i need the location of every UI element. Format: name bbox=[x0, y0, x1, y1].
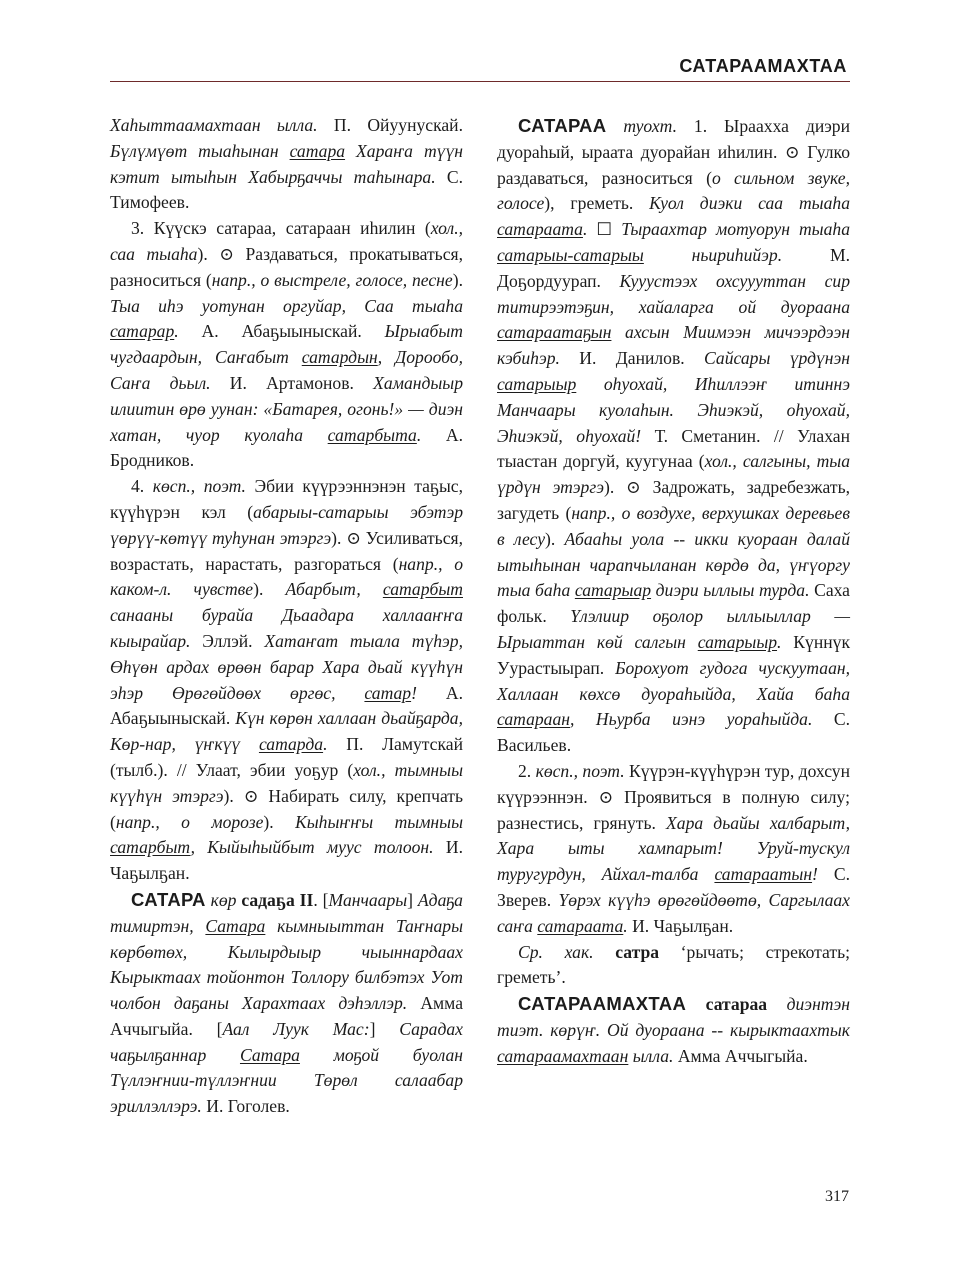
text-run: 4. bbox=[131, 476, 153, 497]
italic-run: Үлэлиир оҕолор ыллыыллар — Ырыаттан көй салгын bbox=[497, 606, 850, 652]
text-run: ). bbox=[545, 528, 565, 549]
italic-run: Абааһы уола -- икки куораан далай ытыһынан чарапчыланан көрдө да, үҥүоргу тыа баһа bbox=[497, 528, 850, 601]
italic-run: көсп., поэт. bbox=[535, 760, 625, 781]
text-run: И. Чаҕылҕан. bbox=[627, 915, 734, 936]
italic-run: . bbox=[174, 321, 179, 342]
text-run: А. Бродников. bbox=[110, 424, 463, 471]
bold-run: сатра bbox=[615, 941, 660, 962]
section-symbol: ⊙ bbox=[626, 477, 641, 498]
text-run: П. Ойуунускай. bbox=[317, 115, 463, 135]
text-run: Амма Аччыгыйа. bbox=[673, 1045, 808, 1066]
italic-run: Сайсары үрдүнэн bbox=[704, 348, 850, 369]
underlined-example: сатарбыт bbox=[110, 837, 191, 858]
text-run: ), греметь. bbox=[544, 193, 650, 214]
text-run bbox=[594, 942, 616, 962]
right-column bbox=[497, 113, 850, 1069]
bold-run: садаҕа II bbox=[241, 889, 314, 910]
italic-run: моҕой буолан Түллэҥнии-түллэҥнии Төрөл салаабар эриллэллэрэ. bbox=[110, 1044, 463, 1117]
italic-run: Манчаары bbox=[328, 889, 408, 910]
headword: САТАРАА bbox=[518, 115, 607, 136]
text-run: Саха фольк. bbox=[497, 580, 850, 627]
italic-run: кымныыттан Таҥнары көрбөтөх, Кылырдыыр чыыннардаах Кырыктаах тойонтон Толлору билбэтэх Уот чолбон даҕаны Харахтаах дэһэллэр. bbox=[110, 915, 463, 1014]
underlined-example: сатараатын bbox=[714, 864, 813, 885]
section-symbol: ⊙ bbox=[784, 141, 800, 162]
headword: САТАРААМАХТАА bbox=[518, 993, 687, 1015]
italic-run: , Кыйыһыйбыт муус толоон. bbox=[190, 837, 434, 858]
italic-run: көсп., поэт. bbox=[152, 476, 246, 497]
italic-run: Хараҥа түүн кэтит ытыһын Хабырҕаччы таһынара. bbox=[110, 140, 463, 187]
dictionary-paragraph bbox=[497, 940, 850, 992]
underlined-example: сатараамахтаан bbox=[497, 1045, 629, 1066]
text-run: Күүрэн-күүһүрэн тур, дохсун күүрээннэн. bbox=[497, 760, 851, 807]
italic-run: Аал Луук Мас: bbox=[222, 1018, 370, 1039]
italic-run: Борохуот гудога чускуутаан, Халлаан көхсө дуораһыйда, Хайа баһа bbox=[497, 657, 850, 704]
text-run: 1. Ыраахха диэри дуораһый, ыраата дуорайан иһилин. bbox=[497, 116, 851, 162]
text-run: 2. bbox=[518, 760, 536, 781]
headword: САТАРА bbox=[131, 888, 206, 910]
italic-run: хак. bbox=[564, 941, 594, 962]
text-run: С. Васильев. bbox=[497, 709, 850, 756]
italic-run: напр., о каком-л. чувстве bbox=[110, 553, 463, 600]
underlined-example: сатарбыт bbox=[382, 579, 463, 600]
page-number: 317 bbox=[825, 1188, 849, 1205]
text-run: ). bbox=[263, 811, 296, 832]
italic-run: ньириһийэр. bbox=[643, 244, 783, 265]
header-rule bbox=[110, 81, 850, 82]
italic-run: , Дорообо, Саҥа дьыл. bbox=[110, 347, 463, 393]
italic-run: Абарбыт, bbox=[285, 579, 383, 600]
underlined-example: сатарыыр bbox=[497, 373, 577, 394]
italic-run: диэнтэн тиэт. көрүҥ. Ой дуораана -- кырыктаахтык bbox=[497, 994, 850, 1040]
text-run: ] bbox=[407, 889, 418, 910]
italic-run: диэри ыллыы турда. bbox=[651, 580, 810, 601]
italic-run: Үөрэх күүһэ өрөгөйдөөтө, Саргылаах саҥа bbox=[497, 889, 850, 936]
text-run: И. Чаҕылҕан. bbox=[110, 837, 463, 884]
italic-run: абарыы-сатарыы эбэтэр үөрүү-көтүү туһунан этэргэ bbox=[110, 501, 463, 548]
italic-run: Ср. bbox=[518, 941, 543, 962]
text-run: ). bbox=[223, 785, 244, 806]
italic-run: ! bbox=[411, 682, 417, 703]
section-symbol: ☐ bbox=[596, 219, 613, 240]
italic-run: санааны бурайа Дьаадара халлааҥҥа кыырайар. bbox=[110, 605, 463, 651]
section-symbol: ⊙ bbox=[598, 786, 614, 807]
underlined-example: Сатара bbox=[205, 915, 266, 936]
dictionary-paragraph bbox=[497, 991, 850, 1069]
text-run: И. Данилов. bbox=[559, 348, 705, 369]
italic-run: Ырыабыт чугдаардын, Саҥабыт bbox=[110, 321, 463, 368]
dictionary-paragraph bbox=[110, 887, 463, 1120]
text-run: А. Абаҕыыныскай. bbox=[110, 682, 463, 729]
text-run: Раздаваться, прокатываться, разноситься ( bbox=[110, 243, 464, 290]
italic-run: Куол диэки саа тыаһа bbox=[649, 193, 850, 214]
italic-run: ! bbox=[812, 864, 818, 885]
italic-run: . bbox=[416, 424, 422, 445]
underlined-example: Сатара bbox=[239, 1044, 300, 1065]
text-run: Набирать силу, крепчать ( bbox=[110, 785, 464, 832]
dictionary-paragraph bbox=[497, 113, 850, 759]
italic-run: напр., о морозе bbox=[115, 811, 264, 832]
italic-run: Тыраахтар мотуорун тыаһа bbox=[612, 219, 850, 240]
text-run bbox=[767, 994, 787, 1014]
underlined-example: сатарбыта bbox=[327, 424, 417, 445]
text-run: ). bbox=[331, 527, 347, 548]
italic-run: Хара дьайы халбарыт, Хара ыты хампарыт! Уруй-тускул туругурдун, Айхал-талба bbox=[497, 812, 851, 885]
text-run: Проявиться в полную силу; разнестись, грянуть. bbox=[497, 786, 851, 833]
underlined-example: сатарыар bbox=[574, 580, 652, 601]
text-run: С. Тимофеев. bbox=[110, 166, 463, 213]
italic-run: Кыһыҥҥы тымныы bbox=[295, 811, 463, 832]
text-run bbox=[543, 942, 565, 962]
italic-run: Сарадах чаҕылҕаннар bbox=[110, 1018, 463, 1065]
text-run: ). bbox=[253, 579, 286, 600]
dictionary-paragraph bbox=[110, 216, 463, 474]
text-run: Задрожать, задребезжать, загудеть ( bbox=[497, 477, 851, 523]
italic-run: напр., о воздухе, верхушках деревьев в лесу bbox=[497, 502, 850, 549]
italic-run: Адаҕа тимиртэн, bbox=[110, 889, 463, 936]
text-run: Эбии күүрээннэнэн таҕыс, күүһүрэн кэл ( bbox=[110, 476, 464, 522]
section-symbol: ⊙ bbox=[346, 527, 361, 548]
text-run: Гулко раздаваться, разноситься ( bbox=[497, 141, 850, 188]
italic-run: Бүлүмүөт тыаһынан bbox=[110, 140, 290, 161]
bold-run: сатараа bbox=[705, 994, 768, 1015]
italic-run: оһуохай, Иһиллээҥ итиннэ Манчаары куолаһын. Эһиэкэй, оһуохай, Эһиэкэй, оһуохай! bbox=[497, 373, 850, 446]
italic-run: . bbox=[323, 734, 328, 755]
underlined-example: сатара bbox=[289, 140, 346, 161]
italic-run: Күн көрөн халлаан дьайҕарда, Көр-нар, үҥкүү bbox=[110, 708, 464, 755]
dictionary-paragraph bbox=[110, 113, 463, 216]
dictionary-paragraph bbox=[110, 474, 463, 887]
text-run: А. Абаҕыыныскай. bbox=[178, 321, 385, 342]
underlined-example: сатарар bbox=[110, 321, 175, 342]
text-run: ‘рычать; стрекотать; греметь’. bbox=[497, 941, 850, 988]
italic-run: . bbox=[582, 219, 588, 240]
section-symbol: ⊙ bbox=[219, 243, 234, 264]
underlined-example: сатараата bbox=[497, 219, 583, 240]
italic-run: напр., о выстреле, голосе, песне bbox=[211, 269, 453, 290]
italic-run: , Ньурба иэнэ уораһыйда. bbox=[570, 709, 813, 730]
italic-run: Хамандыыр илиитин өрө уунан: «Батарея, огонь!» — диэн хатан, чуор куолаһа bbox=[110, 372, 463, 445]
italic-run: о сильном звуке, голосе bbox=[497, 167, 850, 214]
running-head: САТАРААМАХТАА bbox=[679, 56, 847, 76]
italic-run: ахсын Миимээн мичээрдээн кэбиһэр. bbox=[497, 322, 850, 369]
underlined-example: сатардын bbox=[301, 347, 378, 368]
text-run: Күннүк Уурастыырап. bbox=[497, 631, 851, 678]
underlined-example: сатараан bbox=[497, 709, 570, 730]
italic-run: хол., тымныы күүһүн этэргэ bbox=[110, 759, 463, 806]
text-run: М. Доҕордуурап. bbox=[497, 244, 850, 291]
underlined-example: сатараата bbox=[537, 915, 624, 936]
text-run: Эллэй. bbox=[190, 630, 265, 651]
text-run: Усиливаться, возрастать, нарастать, разгораться ( bbox=[110, 527, 464, 574]
text-run bbox=[686, 994, 706, 1014]
text-run: И. Артамонов. bbox=[210, 372, 374, 393]
italic-run: ылла. bbox=[628, 1045, 674, 1066]
italic-run: Хатаҥат тыала түһэр, Өһүөн ардах өрөөн барар Хара дьай күүһүн эһэр Өрөгөйдөөх өргөс, bbox=[110, 630, 464, 703]
text-run: С. Зверев. bbox=[497, 864, 850, 910]
italic-run: . bbox=[623, 915, 628, 936]
underlined-example: сатараатаҕын bbox=[497, 322, 612, 343]
text-run: 3. Күүскэ сатараа, сатараан иһилин ( bbox=[131, 218, 431, 239]
text-run: ). bbox=[197, 243, 220, 264]
italic-run: Тыа иһэ уотунан оргуйар, Саа тыаһа bbox=[110, 295, 463, 316]
text-run: И. Гоголев. bbox=[201, 1096, 290, 1117]
italic-run: хол., салгыны, тыа үрдүн этэргэ bbox=[497, 451, 850, 498]
section-symbol: ⊙ bbox=[243, 785, 259, 806]
text-run: П. Ламутскай (тылб.). // Улаат, эбии уоҕур ( bbox=[110, 734, 463, 780]
text-run: ). bbox=[452, 269, 463, 290]
italic-run: Хаһыттаамахтаан ылла. bbox=[110, 115, 318, 135]
italic-run: Кууустээх охсуууттан сир титирээтэҕин, хайаларга ой дуораана bbox=[497, 270, 850, 317]
underlined-example: сатарда bbox=[258, 734, 324, 755]
text-run: . [ bbox=[313, 889, 329, 910]
left-column bbox=[110, 113, 463, 1120]
underlined-example: сатарыы-сатарыы bbox=[497, 244, 644, 265]
italic-run: . bbox=[777, 631, 782, 652]
text-run: ). bbox=[603, 477, 627, 498]
text-run: Амма Аччыгыйа. [ bbox=[110, 993, 464, 1039]
italic-run: туохт. bbox=[623, 116, 677, 136]
italic-run: көр bbox=[210, 889, 237, 910]
italic-run: хол., саа тыаһа bbox=[110, 218, 463, 264]
text-run bbox=[606, 116, 623, 136]
text-run: Т. Сметанин. // Улахан тыастан доргуй, куугунаа ( bbox=[497, 425, 850, 472]
underlined-example: сатарыыр bbox=[697, 631, 778, 652]
dictionary-paragraph bbox=[497, 759, 850, 940]
underlined-example: сатар bbox=[364, 682, 412, 703]
text-run: ] bbox=[369, 1018, 400, 1039]
